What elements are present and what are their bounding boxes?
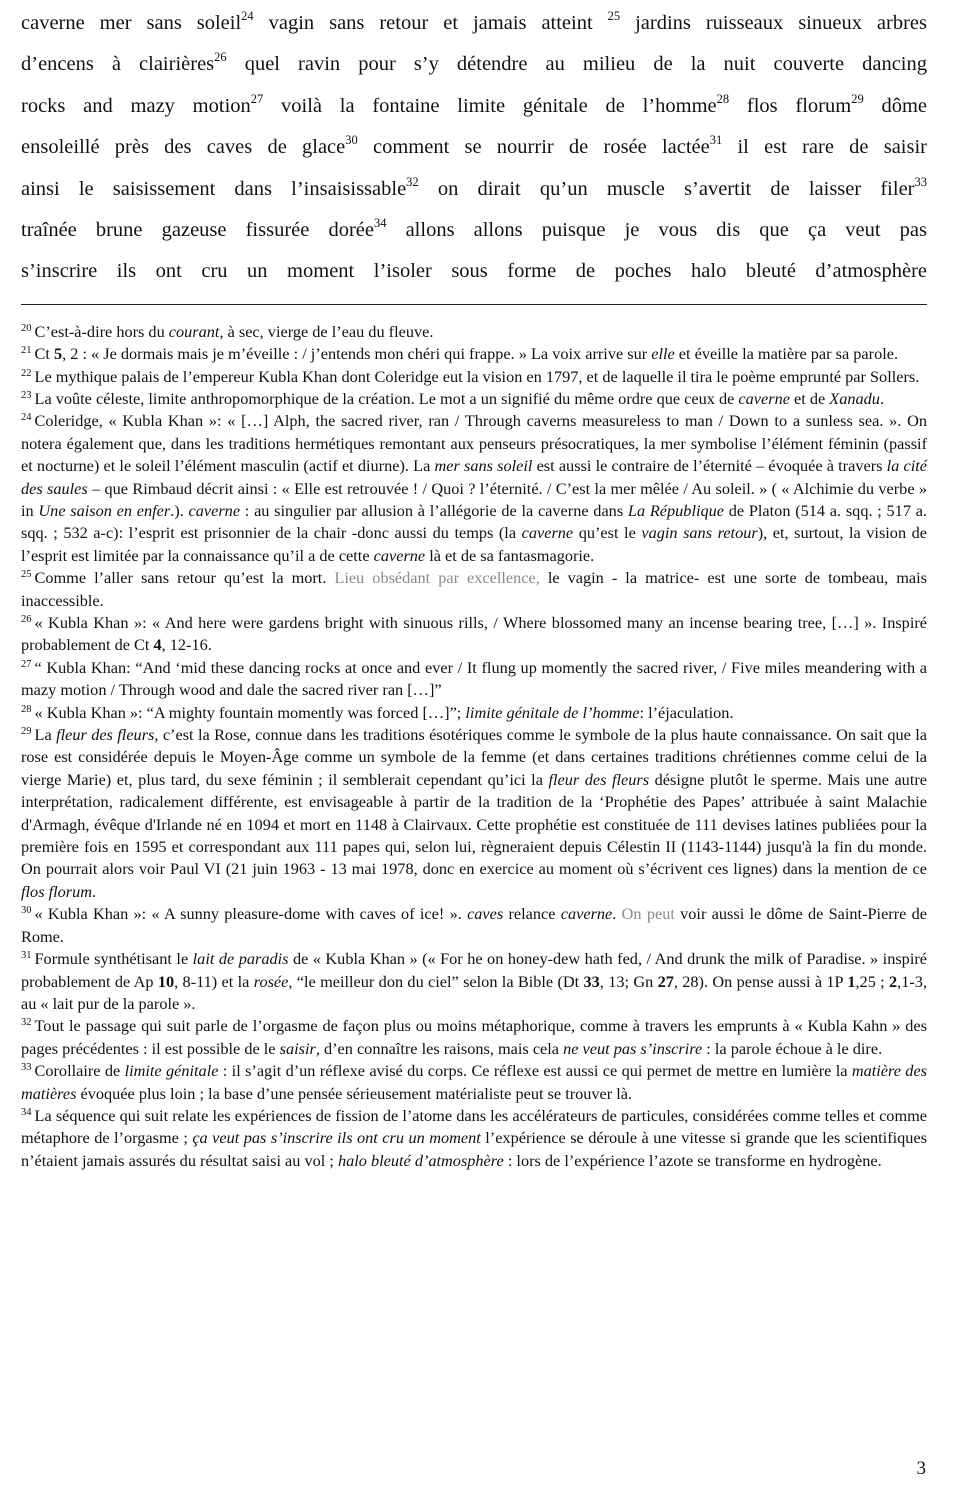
- footnote-text: , à sec, vierge de l’eau du fleuve.: [219, 321, 434, 341]
- footnote-text: C’est-à-dire hors du: [34, 321, 169, 341]
- footnote-ref: 31: [709, 133, 723, 148]
- footnote-number: 27: [21, 658, 32, 670]
- page-number: 3: [916, 1458, 926, 1479]
- footnote-text: La séquence qui suit relate les expériences de fission de l’atome dans les accélérateurs de particules, considérées comme telles et comme métaphore de l’orgasme ;: [21, 1105, 927, 1148]
- footnote-number: 25: [21, 569, 32, 581]
- footnote-text: caverne: [521, 523, 574, 543]
- main-text-line: [21, 210, 927, 251]
- footnote-26: [21, 612, 927, 657]
- footnote-number: 29: [21, 726, 32, 738]
- footnote-ref: 28: [716, 91, 730, 106]
- footnote-text: Lieu obsédant par excellence,: [334, 568, 540, 588]
- footnote-text: vagin sans retour: [641, 523, 758, 543]
- footnote-text: caverne: [188, 500, 241, 520]
- main-text-segment: s’inscrire ils ont cru un moment l’isoler sous forme de poches halo bleuté d’atmosphère: [21, 260, 927, 283]
- footnote-text: 33: [583, 971, 600, 991]
- footnote-text: Le mythique palais de l’empereur Kubla Khan dont Coleridge eut la vision en 1797, et de laquelle il tira le poème emprunté par Sollers.: [34, 366, 920, 386]
- document-page: [21, 0, 927, 1172]
- footnote-text: « Kubla Khan »: « And here were gardens bright with sinuous rills, / Where blossomed many an incense bearing tree, […] ». Inspiré probablement de Ct: [21, 613, 927, 655]
- footnote-text: La voûte céleste, limite anthropomorphique de la création. Le mot a un signifié du même ordre que ceux de: [34, 388, 739, 408]
- footnote-text: Xanadu: [829, 388, 880, 408]
- footnote-32: [21, 1015, 927, 1060]
- footnote-text: de Platon (514 a. sqq. ; 517 a. sqq. ; 532 a-c): l’esprit est prisonnier de la chair -donc aussi du temps (la: [21, 500, 927, 543]
- footnote-ref: 32: [406, 174, 419, 189]
- footnote-text: relance: [503, 904, 561, 924]
- footnote-text: , 28). On pense aussi à 1P: [673, 971, 848, 991]
- footnote-text: l’expérience se déroule à une vitesse si grande que les scientifiques n’étaient jamais assurés du résultat saisi au vol ;: [21, 1128, 927, 1170]
- footnote-text: « Kubla Khan »: « A sunny pleasure-dome with caves of ice! ».: [34, 904, 468, 924]
- footnote-ref: 26: [214, 50, 227, 65]
- footnote-21: [21, 343, 927, 365]
- footnote-ref: 29: [851, 91, 864, 106]
- footnote-text: , 13; Gn: [599, 971, 658, 991]
- footnote-number: 28: [21, 703, 32, 715]
- footnote-text: Comme l’aller sans retour qu’est la mort.: [34, 568, 335, 588]
- footnote-text: elle: [651, 344, 675, 364]
- footnote-number: 20: [21, 322, 32, 334]
- main-text-line: [21, 44, 927, 85]
- main-text-segment: caverne mer sans soleil: [21, 12, 242, 34]
- footnote-text: évoquée plus loin ; la base d’une pensée sérieusement matérialiste peut se trouver là.: [76, 1083, 633, 1103]
- main-text: [21, 3, 927, 293]
- footnote-text: , 2 : « Je dormais mais je m’éveille : / j’entends mon chéri qui frappe. » La voix arrive sur: [62, 344, 652, 364]
- footnote-text: Corollaire de: [34, 1061, 125, 1081]
- main-text-segment: dôme: [863, 94, 928, 117]
- footnote-text: .: [612, 904, 622, 924]
- footnote-text: caverne: [738, 388, 790, 408]
- footnote-text: Tout le passage qui suit parle de l’orgasme de façon plus ou moins métaphorique, comme à travers les emprunts à « Kubla Kahn » des pages précédentes : il est possible de le: [21, 1016, 927, 1058]
- footnote-text: mer sans soleil: [434, 456, 533, 476]
- footnote-text: Coleridge, « Kubla Khan »: « […] Alph, the sacred river, ran / Through caverns measureless to man / Down to a sunless sea. ». On notera également que, dans les traditions hermétiques remontant aux penseurs présocratiques, la mer symbolise l’élément féminin (passif et nocturne) et le soleil l’élément masculin (actif et diurne). La: [21, 411, 927, 476]
- footnote-number: 32: [21, 1017, 32, 1029]
- footnote-separator: [21, 304, 927, 305]
- footnote-text: , d’en connaître les raisons, mais cela: [315, 1038, 564, 1058]
- footnote-text: , 12-16.: [161, 635, 212, 655]
- footnote-text: 27: [657, 971, 674, 991]
- footnote-29: [21, 724, 927, 903]
- footnote-text: Une saison en enfer: [38, 500, 171, 520]
- footnote-text: limite génitale: [124, 1061, 219, 1081]
- footnote-text: le vagin - la matrice- est une sorte de tombeau, mais inaccessible.: [21, 568, 928, 610]
- footnote-text: fleur des fleurs: [56, 725, 155, 745]
- footnote-text: : il s’agit d’un réflexe avisé du corps. Ce réflexe est aussi ce qui permet de mettre en lumière la: [218, 1061, 852, 1081]
- footnote-text: caverne: [373, 545, 426, 565]
- footnote-text: la cité des saules: [21, 456, 927, 498]
- footnote-text: fleur des fleurs: [548, 769, 650, 789]
- footnote-ref: 34: [373, 215, 387, 230]
- main-text-line: [21, 169, 927, 210]
- footnote-ref: 33: [914, 174, 928, 189]
- footnote-text: : la parole échoue à le dire.: [702, 1038, 883, 1058]
- footnote-text: lait de paradis: [192, 949, 289, 969]
- footnote-text: désigne plutôt le sperme. Mais une autre interprétation, radicalement différente, est envisageable à partir de la tradition de la ‘Prophétie des Papes’ attribuée à saint Malachie d'Armagh, évêque d'Irlande né en 1094 et mort en 1148 à Clairvaux. Cette prophétie est constituée de 111 devises latines publiées pour la première fois en 1595 et correspondant aux 111 papes qui, selon lui, règneraient depuis Célestin II (1143-1144) jusqu'à la fin du monde. On pourrait alors voir Paul VI (21 juin 1963 - 13 mai 1978, donc en exercice au moment où s’écrivent ces lignes) dans la mention de ce: [21, 769, 927, 879]
- footnote-number: 21: [21, 345, 32, 357]
- footnote-number: 22: [21, 367, 32, 379]
- footnote-text: On peut: [621, 904, 675, 924]
- footnote-text: ,1-3, au « lait pur de la parole ».: [21, 971, 928, 1013]
- footnote-text: voir aussi le dôme de Saint-Pierre de Rome.: [21, 904, 928, 946]
- footnote-text: « Kubla Khan »: “A mighty fountain momently was forced […]”;: [34, 702, 466, 722]
- footnote-text: .: [92, 881, 97, 901]
- footnote-text: ça veut pas s’inscrire ils ont cru un moment: [192, 1128, 481, 1148]
- footnote-number: 33: [21, 1062, 32, 1074]
- footnote-ref: 30: [345, 133, 358, 148]
- main-text-segment: rocks and mazy motion: [21, 94, 251, 117]
- footnotes: [21, 321, 927, 1172]
- footnote-text: et éveille la matière par sa parole.: [674, 344, 899, 364]
- footnote-text: La: [34, 725, 57, 745]
- footnote-text: ,25 ;: [855, 971, 890, 991]
- main-text-segment: ainsi le saisissement dans l’insaisissable: [21, 177, 407, 200]
- footnote-text: rosée: [253, 971, 289, 991]
- footnote-text: 2: [889, 971, 898, 991]
- footnote-number: 23: [21, 389, 32, 401]
- footnote-text: .: [879, 388, 885, 408]
- footnote-text: de « Kubla Khan » (« For he on honey-dew hath fed, / And drunk the milk of Paradise. » inspiré probablement de Ap: [21, 949, 927, 991]
- main-text-segment: il est rare de saisir: [722, 136, 927, 159]
- footnote-text: là et de sa fantasmagorie.: [425, 545, 595, 565]
- footnote-33: [21, 1060, 927, 1105]
- main-text-segment: allons allons puisque je vous dis que ça veut pas: [386, 218, 928, 241]
- footnote-23: [21, 388, 927, 410]
- footnote-34: [21, 1105, 927, 1172]
- footnote-22: [21, 366, 927, 388]
- main-text-segment: jardins ruisseaux sinueux arbres: [620, 12, 927, 34]
- main-text-segment: ensoleillé près des caves de glace: [21, 136, 346, 159]
- footnote-number: 24: [21, 412, 32, 424]
- footnote-text: “ Kubla Khan: “And ‘mid these dancing rocks at once and ever / It flung up momently the sacred river, / Five miles meandering with a mazy motion / Through wood and dale the sacred river ran […]”: [21, 657, 927, 700]
- footnote-text: matière des matières: [21, 1061, 928, 1103]
- main-text-segment: traînée brune gazeuse fissurée dorée: [21, 218, 374, 241]
- main-text-segment: on dirait qu’un muscle s’avertit de laisser filer: [418, 177, 915, 200]
- footnote-text: Formule synthétisant le: [34, 949, 193, 969]
- footnote-text: , “le meilleur don du ciel” selon la Bible (Dt: [288, 971, 584, 991]
- footnote-text: : au singulier par allusion à l’allégorie de la caverne dans: [240, 500, 628, 520]
- footnote-text: flos florum: [21, 881, 93, 901]
- footnote-text: : lors de l’expérience l’azote se transforme en hydrogène.: [503, 1150, 882, 1170]
- footnote-text: 10: [157, 971, 175, 991]
- footnote-ref: 24: [241, 9, 254, 23]
- footnote-text: saisir: [279, 1038, 316, 1058]
- footnote-text: est aussi le contraire de l’éternité – évoquée à travers: [532, 456, 887, 476]
- footnote-text: 1: [847, 971, 856, 991]
- footnote-text: et de: [789, 388, 830, 408]
- footnote-text: , 8-11) et la: [174, 971, 254, 991]
- main-text-segment: d’encens à clairières: [21, 53, 215, 76]
- footnote-text: 5: [53, 344, 63, 364]
- main-text-segment: voilà la fontaine limite génitale de l’homme: [263, 94, 717, 117]
- main-text-line: [21, 86, 927, 127]
- main-text-segment: vagin sans retour et jamais atteint: [253, 12, 608, 34]
- footnote-text: , c’est la Rose, connue dans les traditions ésotériques comme le symbole de la plus haute connaissance. On sait que la rose est considérée depuis le Moyen-Âge comme un symbole de la femme (et dans certaines traditions chrétiennes comme celui de la vierge Marie) et, plus tard, du sexe féminin ; il semblerait cependant qu’ici la: [21, 725, 927, 789]
- footnote-27: [21, 657, 927, 702]
- footnote-ref: 25: [607, 9, 621, 23]
- main-text-segment: flos florum: [729, 94, 852, 117]
- footnote-number: 31: [21, 950, 32, 962]
- footnote-28: [21, 702, 927, 724]
- main-text-segment: comment se nourrir de rosée lactée: [357, 136, 710, 159]
- footnote-30: [21, 903, 927, 948]
- main-text-line: [21, 251, 927, 292]
- footnote-number: 34: [21, 1106, 32, 1118]
- footnote-text: caverne: [560, 904, 613, 924]
- main-text-line: [21, 3, 927, 44]
- footnote-text: ne veut pas s’inscrire: [563, 1038, 703, 1058]
- footnote-text: Ct: [34, 344, 54, 364]
- footnote-text: ), et, surtout, la vision de l’esprit est limitée par la connaissance qu’il a de cette: [21, 523, 928, 565]
- footnote-ref: 27: [250, 91, 264, 106]
- main-text-segment: quel ravin pour s’y détendre au milieu de la nuit couverte dancing: [226, 53, 927, 76]
- footnote-text: La République: [627, 500, 724, 520]
- footnote-text: : l’éjaculation.: [639, 702, 734, 722]
- footnote-31: [21, 948, 927, 1015]
- footnote-text: limite génitale de l’homme: [465, 702, 640, 722]
- footnote-text: 4: [153, 635, 162, 655]
- footnote-text: – que Rimbaud décrit ainsi : « Elle est retrouvée ! / Quoi ? l’éternité. / C’est la mer mêlée / Au soleil. » ( « Alchimie du verbe » in: [21, 478, 927, 520]
- footnote-text: .).: [170, 500, 189, 520]
- footnote-text: qu’est le: [573, 523, 642, 543]
- footnote-20: [21, 321, 927, 343]
- footnote-text: courant: [168, 321, 220, 341]
- footnote-text: caves: [467, 904, 504, 924]
- main-text-line: [21, 127, 927, 168]
- footnote-number: 26: [21, 614, 32, 626]
- footnote-24: [21, 410, 927, 567]
- footnote-text: halo bleuté d’atmosphère: [337, 1150, 504, 1170]
- footnote-25: [21, 567, 927, 612]
- footnote-number: 30: [21, 905, 32, 917]
